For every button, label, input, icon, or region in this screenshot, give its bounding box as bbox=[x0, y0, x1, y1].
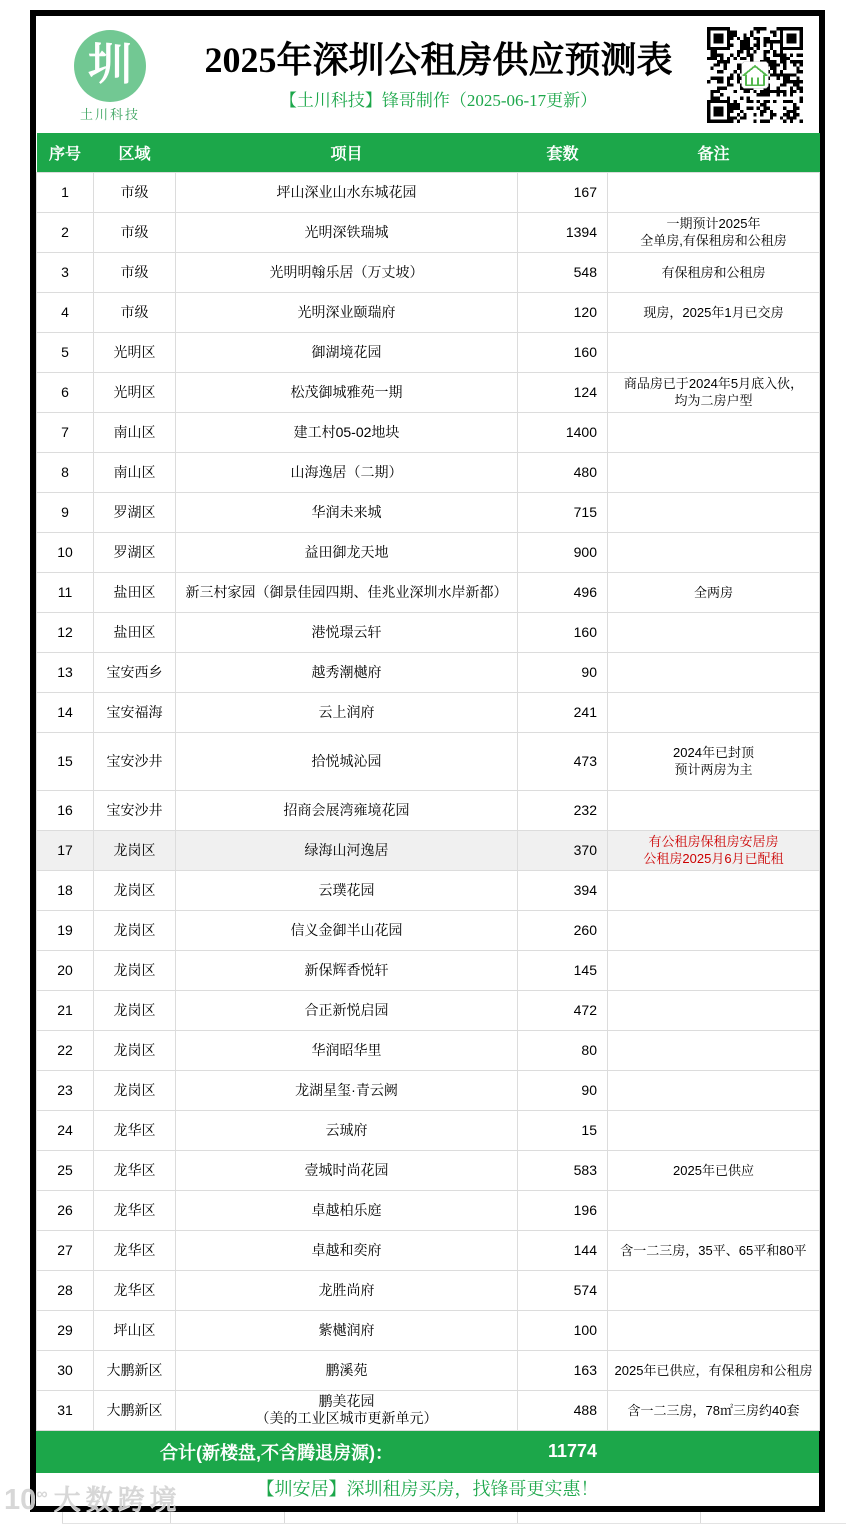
cell-project: 华润昭华里 bbox=[176, 1030, 518, 1070]
cell-no: 22 bbox=[37, 1030, 94, 1070]
cell-no: 13 bbox=[37, 652, 94, 692]
cell-no: 8 bbox=[37, 452, 94, 492]
watermark-text: 大数跨境 bbox=[53, 1485, 182, 1515]
cell-units: 548 bbox=[518, 252, 608, 292]
cell-area: 龙华区 bbox=[94, 1110, 176, 1150]
cell-units: 260 bbox=[518, 910, 608, 950]
table-row bbox=[37, 1350, 820, 1390]
table-body bbox=[37, 172, 820, 1430]
cell-units: 120 bbox=[518, 292, 608, 332]
cell-area: 龙华区 bbox=[94, 1230, 176, 1270]
table-row bbox=[37, 950, 820, 990]
supply-table bbox=[36, 133, 820, 1431]
cell-units: 488 bbox=[518, 1390, 608, 1430]
cell-remark: 商品房已于2024年5月底入伙， 均为二房户型 bbox=[608, 372, 820, 412]
table-row bbox=[37, 732, 820, 790]
qr-code bbox=[707, 27, 803, 123]
cell-project: 鹏溪苑 bbox=[176, 1350, 518, 1390]
cell-area: 宝安沙井 bbox=[94, 732, 176, 790]
cell-remark bbox=[608, 692, 820, 732]
cell-project: 新三村家园（御景佳园四期、佳兆业深圳水岸新都） bbox=[176, 572, 518, 612]
cell-area: 光明区 bbox=[94, 372, 176, 412]
cell-no: 19 bbox=[37, 910, 94, 950]
cell-area: 宝安西乡 bbox=[94, 652, 176, 692]
cell-no: 25 bbox=[37, 1150, 94, 1190]
cell-remark: 2025年已供应，有保租房和公租房 bbox=[608, 1350, 820, 1390]
cell-area: 南山区 bbox=[94, 412, 176, 452]
table-row bbox=[37, 830, 820, 870]
table-row bbox=[37, 372, 820, 412]
cell-project: 山海逸居（二期） bbox=[176, 452, 518, 492]
cell-no: 27 bbox=[37, 1230, 94, 1270]
cell-project: 新保辉香悦轩 bbox=[176, 950, 518, 990]
cell-no: 31 bbox=[37, 1390, 94, 1430]
cell-no: 29 bbox=[37, 1310, 94, 1350]
table-row bbox=[37, 492, 820, 532]
cell-project: 龙湖星玺·青云阙 bbox=[176, 1070, 518, 1110]
table-row bbox=[37, 1390, 820, 1430]
page-title: 2025年深圳公租房供应预测表 bbox=[204, 40, 673, 80]
table-row bbox=[37, 332, 820, 372]
cell-no: 16 bbox=[37, 790, 94, 830]
table-row bbox=[37, 172, 820, 212]
cell-no: 21 bbox=[37, 990, 94, 1030]
col-header-project: 项目 bbox=[176, 133, 518, 172]
cell-no: 3 bbox=[37, 252, 94, 292]
cell-remark bbox=[608, 1030, 820, 1070]
cell-remark bbox=[608, 950, 820, 990]
cell-units: 574 bbox=[518, 1270, 608, 1310]
cell-no: 11 bbox=[37, 572, 94, 612]
cell-area: 宝安福海 bbox=[94, 692, 176, 732]
cell-remark bbox=[608, 1270, 820, 1310]
table-row bbox=[37, 990, 820, 1030]
col-header-remark: 备注 bbox=[608, 133, 820, 172]
cell-no: 28 bbox=[37, 1270, 94, 1310]
cell-units: 15 bbox=[518, 1110, 608, 1150]
table-row bbox=[37, 1270, 820, 1310]
cell-units: 100 bbox=[518, 1310, 608, 1350]
total-label: 合计(新楼盘,不含腾退房源)： bbox=[160, 1442, 393, 1463]
cell-units: 90 bbox=[518, 652, 608, 692]
cell-project: 云上润府 bbox=[176, 692, 518, 732]
title-block bbox=[170, 38, 707, 111]
table-row bbox=[37, 252, 820, 292]
cell-remark bbox=[608, 452, 820, 492]
cell-no: 17 bbox=[37, 830, 94, 870]
cell-units: 160 bbox=[518, 612, 608, 652]
cell-remark bbox=[608, 990, 820, 1030]
qr-code-image bbox=[707, 27, 803, 123]
cell-no: 9 bbox=[37, 492, 94, 532]
cell-project: 光明深业颐瑞府 bbox=[176, 292, 518, 332]
cell-area: 龙岗区 bbox=[94, 990, 176, 1030]
cell-units: 80 bbox=[518, 1030, 608, 1070]
cell-units: 583 bbox=[518, 1150, 608, 1190]
table-row bbox=[37, 572, 820, 612]
table-row bbox=[37, 212, 820, 252]
cell-area: 盐田区 bbox=[94, 572, 176, 612]
cell-project: 紫樾润府 bbox=[176, 1310, 518, 1350]
total-bar bbox=[36, 1431, 819, 1473]
cell-area: 光明区 bbox=[94, 332, 176, 372]
cell-no: 1 bbox=[37, 172, 94, 212]
cell-project: 越秀潮樾府 bbox=[176, 652, 518, 692]
cell-project: 鹏美花园 （美的工业区城市更新单元） bbox=[176, 1390, 518, 1430]
cell-remark: 2025年已供应 bbox=[608, 1150, 820, 1190]
cell-area: 市级 bbox=[94, 172, 176, 212]
cell-remark bbox=[608, 1070, 820, 1110]
cell-area: 龙岗区 bbox=[94, 910, 176, 950]
table-row bbox=[37, 1150, 820, 1190]
cell-no: 18 bbox=[37, 870, 94, 910]
cell-remark bbox=[608, 1310, 820, 1350]
cell-units: 715 bbox=[518, 492, 608, 532]
total-value: 11774 bbox=[547, 1441, 597, 1461]
cell-remark: 有公租房保租房安居房 公租房2025月6月已配租 bbox=[608, 830, 820, 870]
cell-units: 370 bbox=[518, 830, 608, 870]
cell-units: 241 bbox=[518, 692, 608, 732]
cell-project: 御湖境花园 bbox=[176, 332, 518, 372]
table-row bbox=[37, 1310, 820, 1350]
cell-remark: 现房，2025年1月已交房 bbox=[608, 292, 820, 332]
cell-project: 华润未来城 bbox=[176, 492, 518, 532]
sheet bbox=[30, 10, 825, 1512]
cell-area: 盐田区 bbox=[94, 612, 176, 652]
cell-remark: 全两房 bbox=[608, 572, 820, 612]
cell-remark bbox=[608, 412, 820, 452]
logo-circle-icon: 圳 bbox=[74, 30, 146, 102]
cell-units: 160 bbox=[518, 332, 608, 372]
cell-units: 196 bbox=[518, 1190, 608, 1230]
cell-units: 163 bbox=[518, 1350, 608, 1390]
cell-remark bbox=[608, 332, 820, 372]
cell-area: 龙华区 bbox=[94, 1150, 176, 1190]
cell-units: 473 bbox=[518, 732, 608, 790]
cell-area: 南山区 bbox=[94, 452, 176, 492]
cell-remark: 含一二三房，35平、65平和80平 bbox=[608, 1230, 820, 1270]
cell-project: 拾悦城沁园 bbox=[176, 732, 518, 790]
cell-units: 480 bbox=[518, 452, 608, 492]
cell-remark bbox=[608, 172, 820, 212]
cell-units: 124 bbox=[518, 372, 608, 412]
cell-area: 龙岗区 bbox=[94, 1030, 176, 1070]
cell-units: 232 bbox=[518, 790, 608, 830]
cell-remark bbox=[608, 790, 820, 830]
cell-remark bbox=[608, 532, 820, 572]
table-header-row bbox=[37, 133, 820, 172]
table-row bbox=[37, 532, 820, 572]
cell-units: 145 bbox=[518, 950, 608, 990]
table-row bbox=[37, 870, 820, 910]
cell-remark: 2024年已封顶 预计两房为主 bbox=[608, 732, 820, 790]
cell-project: 光明明翰乐居（万丈坡） bbox=[176, 252, 518, 292]
cell-remark: 有保租房和公租房 bbox=[608, 252, 820, 292]
cell-remark bbox=[608, 492, 820, 532]
col-header-units: 套数 bbox=[518, 133, 608, 172]
cell-units: 1394 bbox=[518, 212, 608, 252]
table-header bbox=[37, 133, 820, 172]
cell-project: 绿海山河逸居 bbox=[176, 830, 518, 870]
cell-area: 罗湖区 bbox=[94, 532, 176, 572]
table-row bbox=[37, 910, 820, 950]
cell-area: 大鹏新区 bbox=[94, 1350, 176, 1390]
table-row bbox=[37, 452, 820, 492]
cell-no: 7 bbox=[37, 412, 94, 452]
cell-remark bbox=[608, 652, 820, 692]
masthead bbox=[36, 16, 819, 133]
cell-project: 益田御龙天地 bbox=[176, 532, 518, 572]
table-row bbox=[37, 612, 820, 652]
table-row bbox=[37, 1070, 820, 1110]
cell-project: 松茂御城雅苑一期 bbox=[176, 372, 518, 412]
table-row bbox=[37, 652, 820, 692]
cell-area: 龙岗区 bbox=[94, 1070, 176, 1110]
table-row bbox=[37, 412, 820, 452]
cell-project: 云璞花园 bbox=[176, 870, 518, 910]
cell-remark bbox=[608, 1110, 820, 1150]
cell-area: 罗湖区 bbox=[94, 492, 176, 532]
cell-units: 394 bbox=[518, 870, 608, 910]
cell-no: 26 bbox=[37, 1190, 94, 1230]
cell-project: 龙胜尚府 bbox=[176, 1270, 518, 1310]
cell-no: 5 bbox=[37, 332, 94, 372]
cell-no: 20 bbox=[37, 950, 94, 990]
cell-no: 10 bbox=[37, 532, 94, 572]
table-row bbox=[37, 1110, 820, 1150]
cell-units: 1400 bbox=[518, 412, 608, 452]
company-logo bbox=[50, 26, 170, 123]
cell-area: 市级 bbox=[94, 212, 176, 252]
cell-units: 472 bbox=[518, 990, 608, 1030]
cell-units: 496 bbox=[518, 572, 608, 612]
table-row bbox=[37, 1190, 820, 1230]
cell-units: 167 bbox=[518, 172, 608, 212]
watermark bbox=[4, 1478, 182, 1517]
cell-project: 建工村05-02地块 bbox=[176, 412, 518, 452]
cell-area: 宝安沙井 bbox=[94, 790, 176, 830]
cell-remark bbox=[608, 910, 820, 950]
cell-area: 龙岗区 bbox=[94, 830, 176, 870]
cell-area: 市级 bbox=[94, 252, 176, 292]
cell-remark bbox=[608, 1190, 820, 1230]
cell-project: 云珹府 bbox=[176, 1110, 518, 1150]
cell-no: 14 bbox=[37, 692, 94, 732]
cell-project: 坪山深业山水东城花园 bbox=[176, 172, 518, 212]
cell-units: 900 bbox=[518, 532, 608, 572]
cell-project: 光明深铁瑞城 bbox=[176, 212, 518, 252]
table-row bbox=[37, 1230, 820, 1270]
cell-no: 23 bbox=[37, 1070, 94, 1110]
cell-no: 4 bbox=[37, 292, 94, 332]
cell-project: 壹城时尚花园 bbox=[176, 1150, 518, 1190]
cell-area: 坪山区 bbox=[94, 1310, 176, 1350]
footer-tagline: 【圳安居】深圳租房买房，找锋哥更实惠！ bbox=[256, 1478, 599, 1499]
cell-remark bbox=[608, 870, 820, 910]
cell-no: 30 bbox=[37, 1350, 94, 1390]
cell-project: 招商会展湾雍境花园 bbox=[176, 790, 518, 830]
table-row bbox=[37, 1030, 820, 1070]
cell-units: 90 bbox=[518, 1070, 608, 1110]
cell-no: 24 bbox=[37, 1110, 94, 1150]
cell-no: 6 bbox=[37, 372, 94, 412]
cell-no: 12 bbox=[37, 612, 94, 652]
cell-area: 市级 bbox=[94, 292, 176, 332]
cell-no: 15 bbox=[37, 732, 94, 790]
table-row bbox=[37, 692, 820, 732]
cell-area: 大鹏新区 bbox=[94, 1390, 176, 1430]
cell-project: 合正新悦启园 bbox=[176, 990, 518, 1030]
cell-project: 卓越和奕府 bbox=[176, 1230, 518, 1270]
cell-area: 龙岗区 bbox=[94, 870, 176, 910]
cell-remark: 一期预计2025年 全单房,有保租房和公租房 bbox=[608, 212, 820, 252]
cell-no: 2 bbox=[37, 212, 94, 252]
logo-company-name: 土川科技 bbox=[79, 107, 140, 122]
cell-project: 港悦璟云轩 bbox=[176, 612, 518, 652]
cell-area: 龙华区 bbox=[94, 1190, 176, 1230]
cell-project: 卓越柏乐庭 bbox=[176, 1190, 518, 1230]
table-row bbox=[37, 790, 820, 830]
cell-area: 龙岗区 bbox=[94, 950, 176, 990]
page-subtitle: 【土川科技】锋哥制作（2025-06-17更新） bbox=[279, 91, 598, 110]
cell-area: 龙华区 bbox=[94, 1270, 176, 1310]
cell-units: 144 bbox=[518, 1230, 608, 1270]
watermark-logo-icon: 10∞ bbox=[4, 1484, 48, 1516]
cell-remark bbox=[608, 612, 820, 652]
col-header-area: 区域 bbox=[94, 133, 176, 172]
cell-remark: 含一二三房，78㎡三房约40套 bbox=[608, 1390, 820, 1430]
table-row bbox=[37, 292, 820, 332]
cell-project: 信义金御半山花园 bbox=[176, 910, 518, 950]
col-header-no: 序号 bbox=[37, 133, 94, 172]
